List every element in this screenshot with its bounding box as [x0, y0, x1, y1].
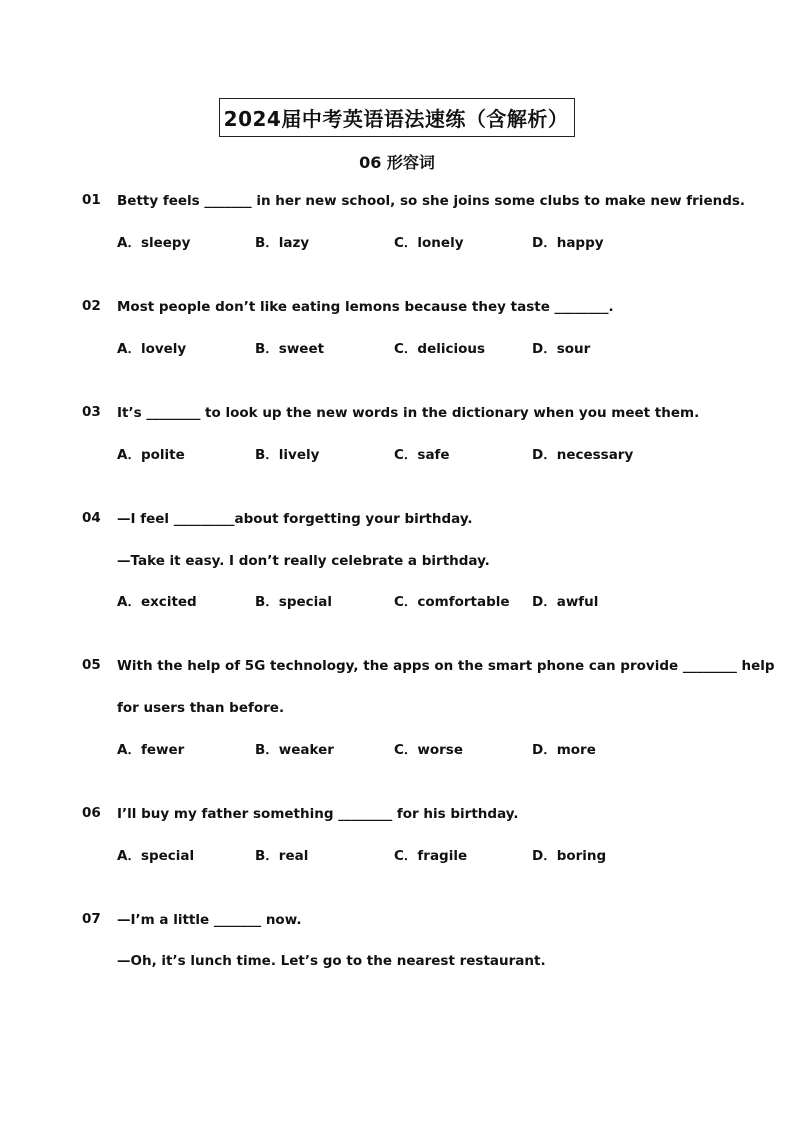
- title-container: [0, 98, 794, 137]
- question-number: 06: [82, 805, 101, 821]
- option-c[interactable]: C．worse: [394, 742, 464, 758]
- question-text: It’s ________ to look up the new words in the dictionary when you meet them.: [117, 405, 700, 421]
- option-d[interactable]: D．necessary: [532, 447, 634, 463]
- option-a[interactable]: A．polite: [117, 447, 185, 463]
- question-number: 05: [82, 657, 101, 673]
- section-subtitle: 06 形容词: [359, 153, 435, 172]
- option-b[interactable]: B．sweet: [255, 341, 325, 357]
- question-text: With the help of 5G technology, the apps on the smart phone can provide ________ help: [117, 658, 775, 674]
- question-text: I’ll buy my father something ________ for his birthday.: [117, 806, 519, 822]
- option-a[interactable]: A．fewer: [117, 742, 185, 758]
- option-c[interactable]: C．delicious: [394, 341, 486, 357]
- question-number: 03: [82, 404, 101, 420]
- question-number: 04: [82, 510, 101, 526]
- option-b[interactable]: B．lively: [255, 447, 320, 463]
- question-text-line-2: for users than before.: [117, 700, 285, 716]
- question-number: 01: [82, 192, 101, 208]
- option-a[interactable]: A．special: [117, 848, 195, 864]
- option-d[interactable]: D．awful: [532, 594, 599, 610]
- option-d[interactable]: D．boring: [532, 848, 607, 864]
- option-d[interactable]: D．sour: [532, 341, 591, 357]
- option-a[interactable]: A．excited: [117, 594, 197, 610]
- question-text: Betty feels _______ in her new school, so she joins some clubs to make new friends.: [117, 193, 746, 209]
- option-b[interactable]: B．real: [255, 848, 309, 864]
- option-d[interactable]: D．more: [532, 742, 596, 758]
- option-c[interactable]: C．safe: [394, 447, 450, 463]
- question-text: —I feel _________about forgetting your birthday.: [117, 511, 473, 527]
- question-text-line-2: —Oh, it’s lunch time. Let’s go to the nearest restaurant.: [117, 953, 546, 969]
- question-number: 02: [82, 298, 101, 314]
- option-c[interactable]: C．comfortable: [394, 594, 510, 610]
- question-text-line-2: —Take it easy. I don’t really celebrate a birthday.: [117, 553, 490, 569]
- option-c[interactable]: C．lonely: [394, 235, 464, 251]
- document-title: 2024届中考英语语法速练（含解析）: [219, 98, 576, 137]
- option-a[interactable]: A．lovely: [117, 341, 187, 357]
- option-b[interactable]: B．weaker: [255, 742, 334, 758]
- option-b[interactable]: B．special: [255, 594, 333, 610]
- question-number: 07: [82, 911, 101, 927]
- option-b[interactable]: B．lazy: [255, 235, 310, 251]
- option-d[interactable]: D．happy: [532, 235, 604, 251]
- option-a[interactable]: A．sleepy: [117, 235, 191, 251]
- question-text: Most people don’t like eating lemons because they taste ________.: [117, 299, 614, 315]
- question-text: —I’m a little _______ now.: [117, 912, 302, 928]
- option-c[interactable]: C．fragile: [394, 848, 468, 864]
